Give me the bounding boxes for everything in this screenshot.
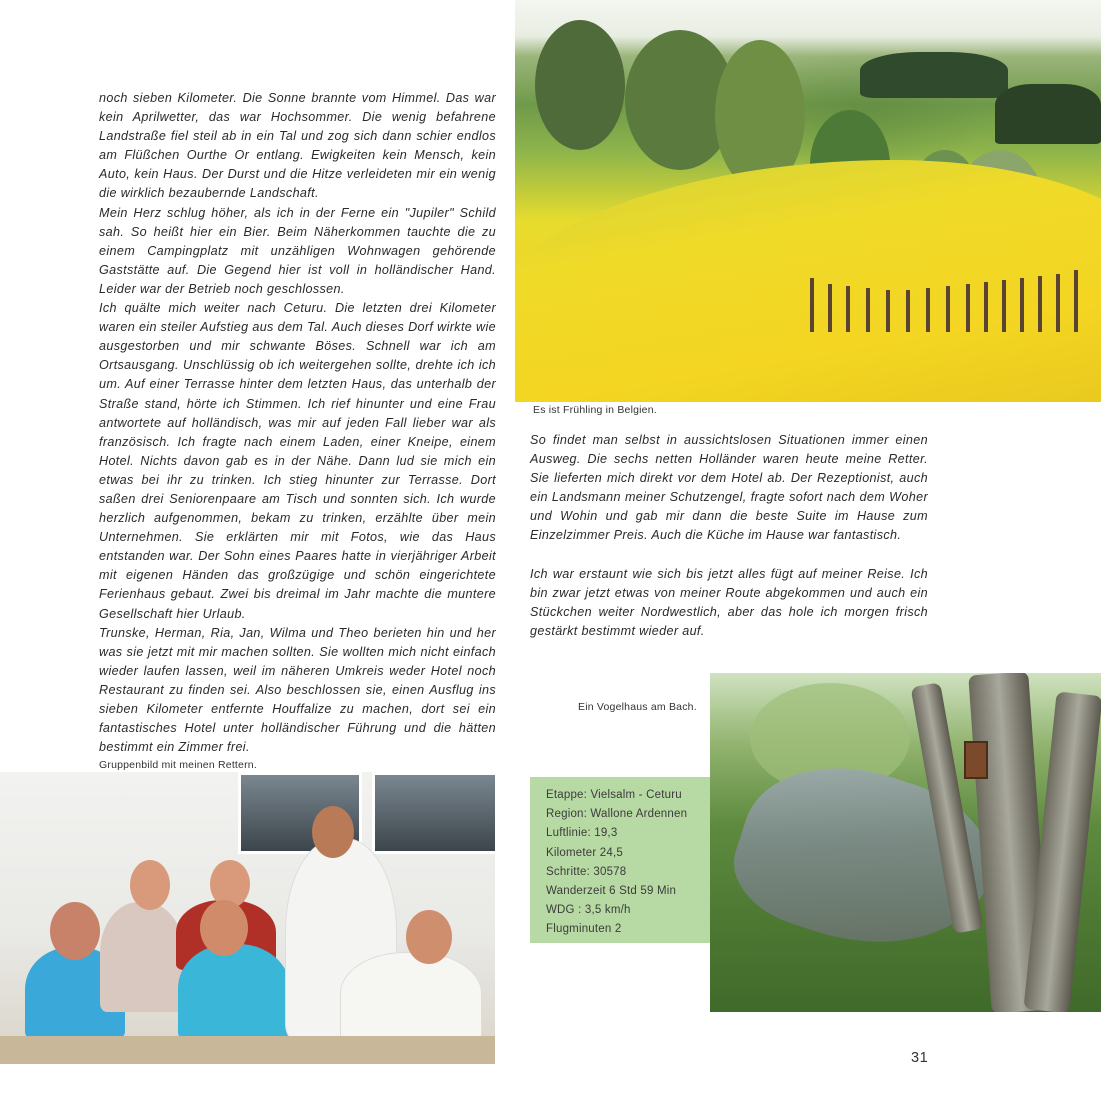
head-shape <box>130 860 170 910</box>
paragraph: noch sieben Kilometer. Die Sonne brannte vom Himmel. Das war kein Aprilwetter, das war Hochsommer. Die wenig befahrene Landstraße fiel steil ab in ein Tal und zog sich dann schier endlos am Flüßchen Ourthe Or entlang. Ewigkeiten kein Mensch, kein Auto, kein Haus. Der Durst und die Hitze verleideten mir ein wenig die wirklich bezaubernde Landschaft. <box>99 91 496 201</box>
head-shape <box>50 902 100 960</box>
table-shape <box>0 1036 495 1064</box>
paragraph: So findet man selbst in aussichtslosen Situationen immer einen Ausweg. Die sechs netten Holländer waren heute meine Retter. Sie lieferten mich direkt vor dem Hotel ab. Der Rezeptionist, auch ein Landsmann meiner Schutzengel, fragte sofort nach dem Woher und Wohin und gab mir dann die beste Suite im Hause zum Einzelzimmer Preis. Auch die Küche im Hause war fantastisch. <box>530 433 928 543</box>
meadow-photo <box>515 0 1101 402</box>
paragraph: Ich war erstaunt wie sich bis jetzt alles fügt auf meiner Reise. Ich bin zwar jetzt etwas von meiner Route abgekommen und auch ein Stückchen weiter Nordwestlich, aber das hole ich morgen frisch gestärkt bestimmt wieder auf. <box>530 566 928 638</box>
person-shape <box>178 944 290 1040</box>
left-text-column <box>99 89 496 757</box>
head-shape <box>200 900 248 956</box>
person-shape <box>340 952 482 1042</box>
paragraph: Ich quälte mich weiter nach Ceturu. Die letzten drei Kilometer waren ein steiler Aufstieg aus dem Tal. Auch dieses Dorf wirkte wie ausgestorben und mir schwante Böses. Schnell war ich am Ortsausgang. Unschlüssig ob ich weitergehen sollte, drehte ich ich um. Auf einer Terrasse hinter dem letzten Haus, das unterhalb der Straße stand, hörte ich Stimmen. Ich rief hinunter und eine Frau antwortete auf holländisch, was mir auf jeden Fall lieber war als französisch. Ich fragte nach einem Laden, einer Kneipe, einem Hotel. Nichts davon gab es in der Nähe. Dann lud sie mich ein etwas bei ihr zu trinken. Ich stieg hinunter zur Terrasse. Dort saßen drei Seniorenpaare am Tisch und sonnten sich. Ich wurde herzlich aufgenommen, bekam zu trinken, erzählte über mein Unternehmen. Sie erklärten mir mit Fotos, wie das Haus entstanden war. Der Sohn eines Paares hatte in vierjähriger Arbeit mit eigenen Händen das großzügige und schön eingerichtete Ferienhaus gebaut. Zwei bis dreimal im Jahr machte die muntere Gesellschaft hier Urlaub. <box>99 301 496 621</box>
info-item: Schritte: 30578 <box>546 865 627 878</box>
birdhouse-shape <box>964 741 988 779</box>
group-photo <box>0 772 495 1064</box>
stage-info-list <box>530 777 710 940</box>
info-item: Wanderzeit 6 Std 59 Min <box>546 885 677 898</box>
info-item: Flugminuten 2 <box>546 923 622 936</box>
meadow-caption: Es ist Frühling in Belgien. <box>533 404 657 416</box>
info-item: WDG : 3,5 km/h <box>546 904 631 917</box>
info-item: Luftlinie: 19,3 <box>546 827 618 840</box>
head-shape <box>406 910 452 964</box>
right-text-column <box>530 431 928 641</box>
group-caption: Gruppenbild mit meinen Rettern. <box>99 759 257 771</box>
stream-caption: Ein Vogelhaus am Bach. <box>578 701 697 713</box>
head-shape <box>312 806 354 858</box>
info-item: Kilometer 24,5 <box>546 846 623 859</box>
info-item: Region: Wallone Ardennen <box>546 808 688 821</box>
person-shape <box>100 902 184 1012</box>
forest-shape <box>995 84 1101 144</box>
page-number: 31 <box>911 1050 929 1066</box>
info-item: Etappe: Vielsalm - Ceturu <box>546 789 682 801</box>
tree-shape <box>535 20 625 150</box>
forest-shape <box>860 52 1008 98</box>
stage-info-box <box>530 777 710 943</box>
paragraph: Mein Herz schlug höher, als ich in der Ferne ein "Jupiler" Schild sah. So heißt hier ein Bier. Beim Näherkommen tauchte die zu einem Campingplatz mit unzähligen Wohnwagen gehörende Gaststätte auf. Die Gegend hier ist voll in holländischer Hand. Leider war der Betrieb noch geschlossen. <box>99 205 496 296</box>
window-shape <box>372 772 495 854</box>
paragraph: Trunske, Herman, Ria, Jan, Wilma und Theo berieten hin und her was sie jetzt mit mir machen sollten. Sie wollten mich nicht einfach wieder laufen lassen, weil im näheren Umkreis weder Hotel noch Restaurant zu finden sei. Also beschlossen sie, einen Ausflug ins sieben Kilometer entfernte Houffalize zu machen, dort sei ein fantastisches Hotel unter holländischer Führung und die hätten bestimmt ein Zimmer frei. <box>99 625 496 755</box>
fence-shape <box>808 268 1083 332</box>
stream-photo <box>710 673 1101 1012</box>
